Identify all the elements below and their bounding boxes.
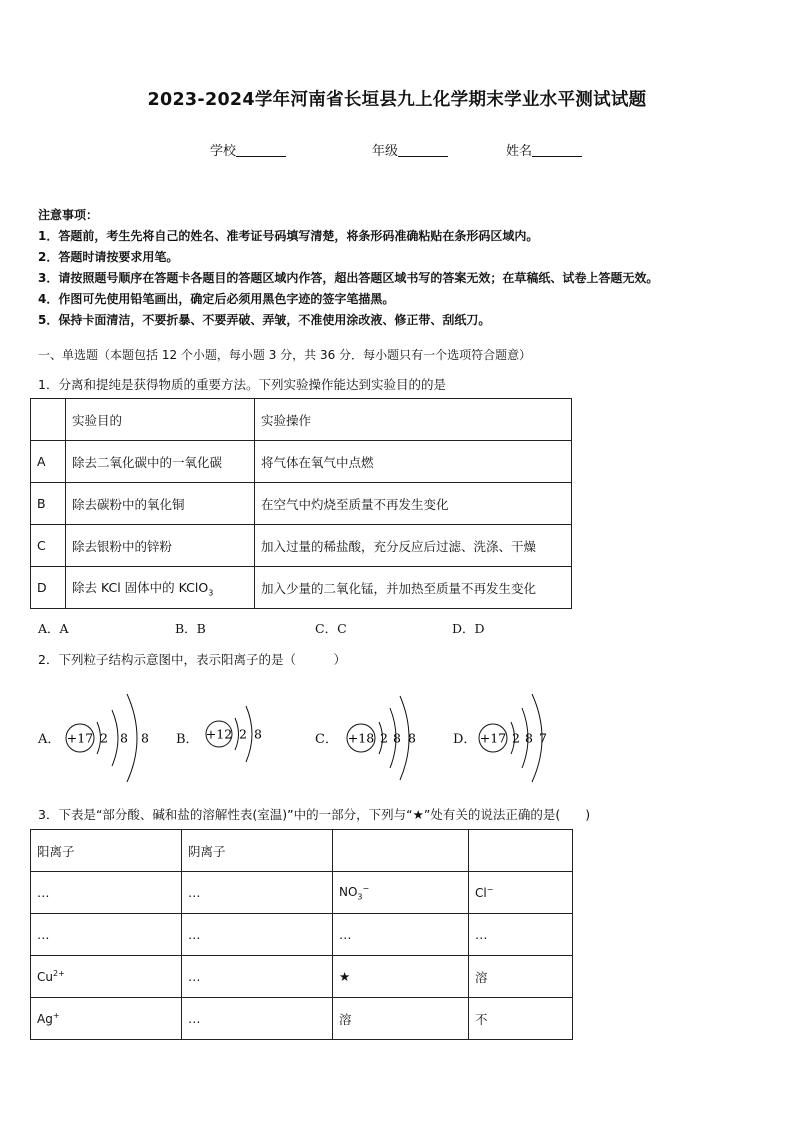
electron-shell [112, 710, 118, 766]
exam-title: 2023-2024学年河南省长垣县九上化学期末学业水平测试试题 [147, 90, 647, 110]
cell-text: Ag [37, 1012, 53, 1026]
q2-option-c-label[interactable]: C． [315, 732, 338, 747]
cell-text: 除去 KCl 固体中的 KClO [72, 579, 209, 595]
shell-electrons: 8 [254, 726, 262, 742]
table-cell: 加入过量的稀盐酸，充分反应后过滤、洗涤、干燥 [255, 525, 572, 567]
notes-block [38, 205, 658, 331]
grade-label: 年级 [372, 144, 399, 159]
shell-electrons: 8 [393, 730, 401, 746]
name-field[interactable] [506, 140, 582, 159]
q2-option-d-label[interactable]: D． [453, 732, 477, 747]
atom-diagrams [0, 680, 794, 790]
electron-shell [235, 718, 239, 750]
grade-blank[interactable] [398, 144, 448, 157]
table-cell: A [31, 441, 66, 483]
table-cell: C [31, 525, 66, 567]
nucleus-charge: +17 [66, 730, 94, 746]
cell-text: Cu [37, 970, 53, 984]
name-blank[interactable] [532, 144, 582, 157]
atom-diagram-d [479, 694, 547, 782]
cell-text: NO [339, 884, 358, 899]
note-item: 4．作图可先使用铅笔画出，确定后必须用黑色字迹的签字笔描黑。 [38, 292, 395, 306]
table-cell: … [182, 956, 333, 998]
table-cell: ★ [333, 956, 469, 998]
superscript: − [486, 885, 494, 894]
subscript: 3 [357, 892, 363, 902]
table-row [31, 914, 573, 956]
shell-electrons: 8 [408, 730, 416, 746]
table-cell: … [469, 914, 573, 956]
table-row [31, 998, 573, 1040]
q2-option-b-label[interactable]: B． [176, 732, 199, 747]
table-cell [31, 998, 182, 1040]
shell-electrons: 8 [525, 730, 533, 746]
table-cell [469, 830, 573, 872]
option-a[interactable]: A．A [38, 621, 69, 636]
table-cell: 溶 [469, 956, 573, 998]
option-d[interactable]: D．D [452, 621, 485, 636]
shell-electrons: 2 [512, 730, 520, 746]
table-cell: B [31, 483, 66, 525]
cell-text: Cl [475, 886, 487, 900]
electron-shell [127, 694, 137, 782]
table-cell: D [31, 567, 66, 609]
nucleus-charge: +12 [205, 726, 233, 742]
notes-heading: 注意事项： [38, 208, 99, 222]
table-cell: 除去二氧化碳中的一氧化碳 [66, 441, 255, 483]
shell-electrons: 2 [100, 730, 108, 746]
table-cell [333, 830, 469, 872]
q3-table [30, 829, 573, 1040]
shell-electrons: 7 [539, 730, 547, 746]
table-cell [31, 399, 66, 441]
table-row [31, 872, 573, 914]
nucleus-charge: +18 [347, 730, 375, 746]
table-cell: 加入少量的二氧化锰，并加热至质量不再发生变化 [255, 567, 572, 609]
shell-electrons: 2 [239, 726, 247, 742]
table-cell [66, 567, 255, 609]
table-cell: … [182, 872, 333, 914]
table-cell: … [31, 914, 182, 956]
table-cell: 阳离子 [31, 830, 182, 872]
school-label: 学校 [210, 144, 237, 159]
q3-stem: 3．下表是“部分酸、碱和盐的溶解性表(室温)”中的一部分，下列与“★”处有关的说法正确的是( ) [38, 807, 591, 822]
note-item: 5．保持卡面清洁，不要折暴、不要弄破、弄皱，不准使用涂改液、修正带、刮纸刀。 [38, 313, 491, 327]
section-heading: 一、单选题（本题包括 12 个小题，每小题 3 分，共 36 分．每小题只有一个选项符合题意） [38, 348, 532, 362]
atom-diagram-c [347, 696, 416, 780]
name-label: 姓名 [506, 144, 533, 159]
table-row [31, 483, 572, 525]
atom-diagram-b [206, 706, 262, 762]
atom-diagram-a [66, 694, 149, 782]
table-row [31, 525, 572, 567]
superscript: − [362, 883, 370, 893]
superscript: 2+ [52, 969, 65, 978]
q2-option-a-label[interactable]: A． [38, 732, 61, 747]
table-cell [333, 872, 469, 914]
table-cell: 在空气中灼烧至质量不再发生变化 [255, 483, 572, 525]
table-cell: 实验目的 [66, 399, 255, 441]
shell-electrons: 2 [380, 730, 388, 746]
table-cell [31, 956, 182, 998]
q1-table [30, 398, 572, 609]
q2-stem: 2．下列粒子结构示意图中，表示阳离子的是（ ） [38, 652, 346, 667]
table-cell: … [333, 914, 469, 956]
table-row [31, 441, 572, 483]
option-b[interactable]: B．B [175, 621, 206, 636]
table-cell: 阴离子 [182, 830, 333, 872]
table-cell: 将气体在氧气中点燃 [255, 441, 572, 483]
q1-stem: 1．分离和提纯是获得物质的重要方法。下列实验操作能达到实验目的的是 [38, 377, 446, 392]
note-item: 3．请按照题号顺序在答题卡各题目的答题区域内作答，超出答题区域书写的答案无效；在草稿纸、试卷上答题无效。 [38, 271, 659, 285]
table-cell: … [31, 872, 182, 914]
table-cell: … [182, 998, 333, 1040]
option-c[interactable]: C．C [315, 621, 347, 636]
table-cell: … [182, 914, 333, 956]
table-cell: 除去银粉中的锌粉 [66, 525, 255, 567]
shell-electrons: 8 [120, 730, 128, 746]
table-cell [469, 872, 573, 914]
table-cell: 实验操作 [255, 399, 572, 441]
shell-electrons: 8 [141, 730, 149, 746]
school-field[interactable] [210, 140, 286, 159]
superscript: + [52, 1011, 60, 1020]
table-cell: 溶 [333, 998, 469, 1040]
table-cell: 不 [469, 998, 573, 1040]
subscript: 3 [208, 588, 214, 598]
grade-field[interactable] [372, 140, 448, 159]
table-row [31, 567, 572, 609]
table-cell: 除去碳粉中的氧化铜 [66, 483, 255, 525]
table-header-row [31, 399, 572, 441]
school-blank[interactable] [236, 144, 286, 157]
note-item: 1．答题前，考生先将自己的姓名、准考证号码填写清楚，将条形码准确粘贴在条形码区域内。 [38, 229, 539, 243]
note-item: 2．答题时请按要求用笔。 [38, 250, 179, 264]
nucleus-charge: +17 [479, 730, 507, 746]
table-row [31, 956, 573, 998]
table-header-row [31, 830, 573, 872]
